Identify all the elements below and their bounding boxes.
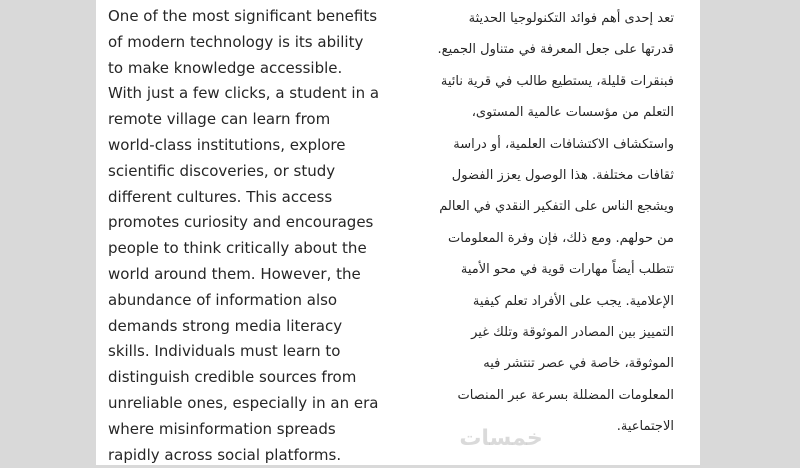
- arabic-column: [424, 3, 674, 443]
- english-line: world around them. However, the: [108, 264, 361, 283]
- english-line: skills. Individuals must learn to: [108, 342, 341, 361]
- english-line: demands strong media literacy: [108, 316, 343, 335]
- arabic-line: قدرتها على جعل المعرفة في متناول الجميع.: [437, 42, 674, 58]
- english-line: of modern technology is its ability: [108, 32, 364, 51]
- english-line: unreliable ones, especially in an era: [108, 393, 379, 412]
- arabic-line: واستكشاف الاكتشافات العلمية، أو دراسة: [453, 136, 674, 152]
- english-line: remote village can learn from: [108, 110, 331, 129]
- english-line: With just a few clicks, a student in a: [108, 84, 380, 103]
- arabic-line: تعد إحدى أهم فوائد التكنولوجيا الحديثة: [468, 11, 674, 26]
- english-line: where misinformation spreads: [108, 419, 336, 438]
- english-line: distinguish credible sources from: [108, 368, 357, 387]
- english-line: One of the most significant benefits: [108, 7, 378, 25]
- arabic-line: المعلومات المضللة بسرعة عبر المنصات: [457, 387, 674, 403]
- arabic-line: الاجتماعية.: [616, 419, 674, 435]
- english-line: abundance of information also: [108, 290, 338, 309]
- arabic-line: التعلم من مؤسسات عالمية المستوى،: [471, 105, 674, 121]
- arabic-line: تتطلب أيضاً مهارات قوية في محو الأمية: [460, 262, 674, 278]
- arabic-line: ثقافات مختلفة. هذا الوصول يعزز الفضول: [451, 168, 674, 184]
- arabic-line: فبنقرات قليلة، يستطيع طالب في قرية نائية: [440, 73, 674, 89]
- english-line: to make knowledge accessible.: [108, 58, 343, 77]
- arabic-line: ويشجع الناس على التفكير النقدي في العالم: [439, 199, 674, 215]
- watermark-logo: خمسات: [459, 426, 543, 451]
- english-line: promotes curiosity and encourages: [108, 213, 374, 232]
- english-column: [108, 4, 380, 468]
- arabic-line: الإعلامية. يجب على الأفراد تعلم كيفية: [472, 293, 674, 309]
- english-line: scientific discoveries, or study: [108, 161, 336, 180]
- arabic-line: الموثوقة، خاصة في عصر تنتشر فيه: [483, 356, 674, 372]
- document-page: [96, 0, 700, 465]
- arabic-line: التمييز بين المصادر الموثوقة وتلك غير: [471, 325, 674, 341]
- english-line: world-class institutions, explore: [108, 135, 346, 154]
- arabic-line: من حولهم. ومع ذلك، فإن وفرة المعلومات: [448, 230, 674, 246]
- english-line: different cultures. This access: [108, 187, 333, 206]
- english-line: people to think critically about the: [108, 239, 367, 258]
- english-line: rapidly across social platforms.: [108, 445, 342, 464]
